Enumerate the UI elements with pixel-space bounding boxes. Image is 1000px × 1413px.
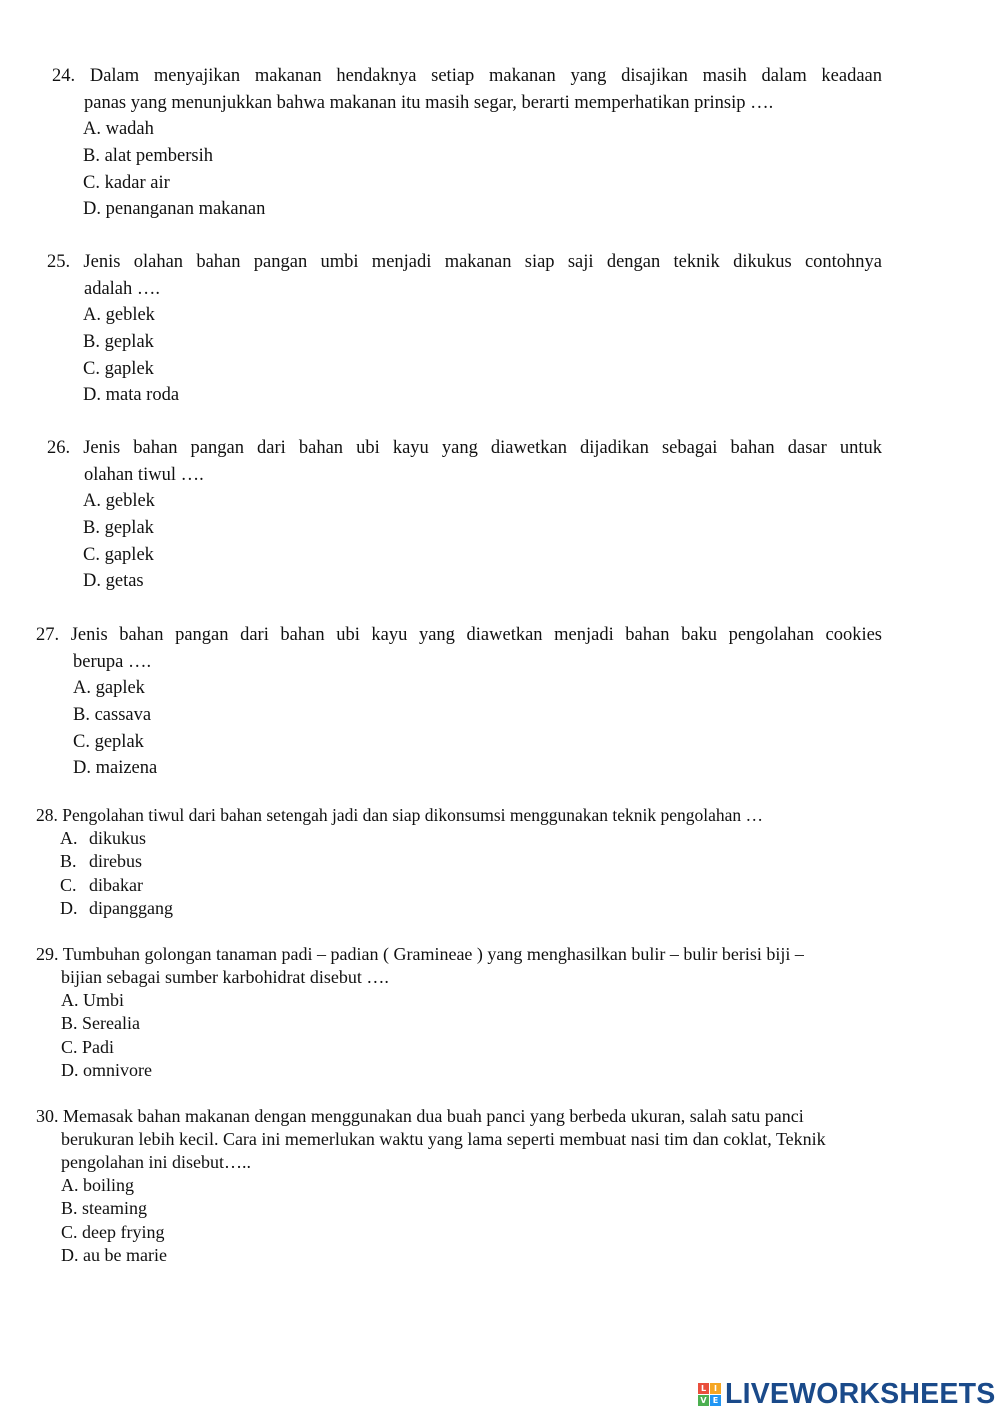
question-30 <box>36 1105 906 1267</box>
icon-tile-v: V <box>698 1395 709 1406</box>
question-30-stem-line-2: berukuran lebih kecil. Cara ini memerlukan waktu yang lama seperti membuat nasi tim dan coklat, Teknik <box>61 1129 826 1149</box>
question-30-stem-line-3: pengolahan ini disebut….. <box>61 1152 251 1172</box>
question-24-stem-line-2: panas yang menunjukkan bahwa makanan itu masih segar, berarti memperhatikan prinsip …. <box>84 92 774 113</box>
option-c[interactable]: C. dibakar <box>60 874 143 895</box>
icon-tile-e: E <box>710 1395 721 1406</box>
icon-tile-l: L <box>698 1383 709 1394</box>
question-25-stem-line-1: 25. Jenis olahan bahan pangan umbi menjadi makanan siap saji dengan teknik dikukus contohnya <box>47 252 883 272</box>
option-a[interactable]: A. geblek <box>83 491 155 511</box>
brand-name: LIVEWORKSHEETS <box>725 1378 996 1410</box>
option-d[interactable]: D. penanganan makanan <box>83 199 266 220</box>
question-25 <box>47 249 882 409</box>
option-d[interactable]: D. dipanggang <box>60 897 173 918</box>
question-26-stem-line-1: 26. Jenis bahan pangan dari bahan ubi kayu yang diawetkan dijadikan sebagai bahan dasar untuk <box>47 438 882 458</box>
option-a[interactable]: A. wadah <box>83 119 154 139</box>
option-c[interactable]: C. geplak <box>73 731 144 752</box>
question-24-options <box>52 116 882 223</box>
question-27-stem-line-2: berupa …. <box>73 651 152 672</box>
option-a[interactable]: A. geblek <box>83 305 155 325</box>
question-29-stem-line-1: 29. Tumbuhan golongan tanaman padi – padian ( Gramineae ) yang menghasilkan bulir – bulir berisi biji – <box>36 944 804 964</box>
question-25-options <box>47 302 882 409</box>
option-b[interactable]: B. steaming <box>61 1198 147 1219</box>
question-29-options <box>36 989 906 1082</box>
option-b[interactable]: B. geplak <box>83 517 154 538</box>
question-27-stem-line-1: 27. Jenis bahan pangan dari bahan ubi kayu yang diawetkan menjadi bahan baku pengolahan cookies <box>36 625 882 645</box>
question-28-stem-line-1: 28. Pengolahan tiwul dari bahan setengah jadi dan siap dikonsumsi menggunakan teknik pengolahan … <box>36 805 764 825</box>
option-b[interactable]: B. Serealia <box>61 1013 140 1034</box>
option-b[interactable]: B. geplak <box>83 331 154 352</box>
option-c[interactable]: C. Padi <box>61 1036 115 1057</box>
question-26 <box>47 435 882 595</box>
option-d[interactable]: D. omnivore <box>61 1059 152 1080</box>
question-29 <box>36 943 906 1082</box>
option-d[interactable]: D. getas <box>83 571 144 592</box>
liveworksheets-logo <box>698 1378 995 1411</box>
option-c[interactable]: C. kadar air <box>83 172 170 193</box>
option-c[interactable]: C. gaplek <box>83 358 154 379</box>
question-25-stem-line-2: adalah …. <box>84 278 161 299</box>
liveworksheets-icon <box>698 1383 721 1406</box>
question-24 <box>52 63 882 223</box>
question-27-options <box>36 675 882 782</box>
question-29-stem-line-2: bijian sebagai sumber karbohidrat disebut …. <box>61 967 389 987</box>
question-27 <box>36 622 882 782</box>
option-b[interactable]: B. direbus <box>60 851 142 872</box>
question-26-options <box>47 488 882 595</box>
question-24-stem-line-1: 24. Dalam menyajikan makanan hendaknya setiap makanan yang disajikan masih dalam keadaan <box>52 66 883 86</box>
question-30-options <box>36 1174 906 1267</box>
icon-tile-i: I <box>710 1383 721 1394</box>
option-b[interactable]: B. alat pembersih <box>83 145 213 166</box>
option-b[interactable]: B. cassava <box>73 704 152 725</box>
option-d[interactable]: D. au be marie <box>61 1244 167 1265</box>
question-26-stem-line-2: olahan tiwul …. <box>84 464 204 485</box>
option-a[interactable]: A. dikukus <box>60 828 147 848</box>
question-30-stem-line-1: 30. Memasak bahan makanan dengan menggunakan dua buah panci yang berbeda ukuran, salah satu panci <box>36 1106 804 1126</box>
option-c[interactable]: C. deep frying <box>61 1221 165 1242</box>
option-d[interactable]: D. maizena <box>73 758 158 779</box>
question-28 <box>36 804 896 920</box>
option-a[interactable]: A. gaplek <box>73 678 145 698</box>
option-a[interactable]: A. Umbi <box>61 990 124 1010</box>
option-a[interactable]: A. boiling <box>61 1175 135 1195</box>
option-d[interactable]: D. mata roda <box>83 385 180 406</box>
question-28-options <box>36 827 896 920</box>
option-c[interactable]: C. gaplek <box>83 544 154 565</box>
